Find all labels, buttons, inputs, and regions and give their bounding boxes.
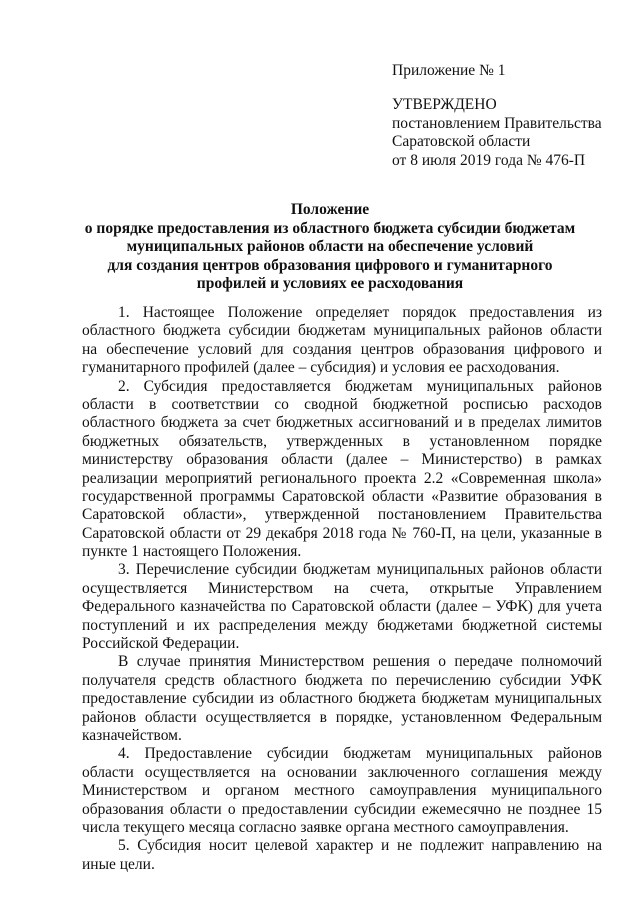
title-line-1: Положение xyxy=(290,201,370,218)
paragraph xyxy=(82,561,602,653)
paragraph-line: Саратовской области», утвержденной постановлением Правительства xyxy=(82,506,602,524)
paragraph-line: области осуществляется на основании заключенного соглашения между xyxy=(82,763,602,781)
paragraph-line: гуманитарного профилей (далее – субсидия) и условия ее расходования. xyxy=(82,359,560,377)
appendix-label: Приложение № 1 xyxy=(392,62,506,79)
paragraph xyxy=(82,304,602,378)
paragraph-line: области в соответствии со сводной бюджетной росписью расходов xyxy=(82,395,602,413)
approval-block xyxy=(392,96,602,170)
document-body xyxy=(82,304,602,874)
paragraph xyxy=(82,653,602,745)
paragraph-line: казначейством. xyxy=(82,726,182,744)
paragraph-line: 5. Субсидия носит целевой характер и не подлежит направлению на xyxy=(118,837,602,855)
paragraph-line: образования области о предоставлении субсидии ежемесячно не позднее 15 xyxy=(82,800,602,818)
paragraph-line: областного бюджета за счет бюджетных ассигнований и в пределах лимитов xyxy=(82,414,602,432)
paragraph-line: числа текущего месяца согласно заявке органа местного самоуправления. xyxy=(82,818,569,836)
approved-by-line-2: Саратовской области xyxy=(392,133,531,150)
paragraph xyxy=(82,745,602,837)
paragraph-line: государственной программы Саратовской области «Развитие образования в xyxy=(82,487,602,505)
paragraph-line: получателя средств областного бюджета по перечислению субсидии УФК xyxy=(82,671,602,689)
title-line-3: муниципальных районов области на обеспечение условий xyxy=(126,238,534,255)
paragraph xyxy=(82,378,602,562)
paragraph-line: на обеспечение условий для создания центров образования цифрового и xyxy=(82,340,602,358)
paragraph-line: поступлений и их распределения между бюджетами бюджетной системы xyxy=(82,616,602,634)
paragraph-line: Российской Федерации. xyxy=(82,635,240,653)
paragraph-line: осуществляется Министерством на счета, открытые Управлением xyxy=(82,579,602,597)
title-line-2: о порядке предоставления из областного бюджета субсидии бюджетам xyxy=(84,219,576,237)
paragraph-line: областного бюджета субсидии бюджетам муниципальных районов области xyxy=(82,322,602,340)
approved-date: от 8 июля 2019 года № 476-П xyxy=(392,151,586,169)
paragraph-line: пункте 1 настоящего Положения. xyxy=(82,543,302,561)
paragraph-line: районов области осуществляется в порядке, установленном Федеральным xyxy=(82,708,602,726)
paragraph-line: 4. Предоставление субсидии бюджетам муниципальных районов xyxy=(118,745,602,763)
title-line-5: профилей и условиях ее расходования xyxy=(196,275,464,292)
paragraph-line: В случае принятия Министерством решения о передаче полномочий xyxy=(118,653,602,671)
approved-stamp: УТВЕРЖДЕНО xyxy=(392,96,497,113)
approved-by-line-1: постановлением Правительства xyxy=(392,114,602,132)
paragraph xyxy=(82,837,602,874)
paragraph-line: 3. Перечисление субсидии бюджетам муниципальных районов области xyxy=(118,561,602,579)
paragraph-line: иные цели. xyxy=(82,855,155,873)
paragraph-line: 2. Субсидия предоставляется бюджетам муниципальных районов xyxy=(118,377,602,395)
paragraph-line: 1. Настоящее Положение определяет порядок предоставления из xyxy=(118,304,602,321)
title-line-4: для создания центров образования цифрового и гуманитарного xyxy=(107,256,553,274)
paragraph-line: министерству образования области (далее – Министерство) в рамках xyxy=(82,451,602,469)
paragraph-line: Министерством и органом местного самоуправления муниципального xyxy=(82,782,602,800)
paragraph-line: бюджетных обязательств, утвержденных в установленном порядке xyxy=(82,432,602,450)
paragraph-line: предоставление субсидии из областного бюджета бюджетам муниципальных xyxy=(82,690,602,708)
paragraph-line: Федерального казначейства по Саратовской области (далее – УФК) для учета xyxy=(82,598,602,616)
paragraph-line: Саратовской области от 29 декабря 2018 года № 760-П, на цели, указанные в xyxy=(82,524,602,542)
paragraph-line: реализации мероприятий регионального проекта 2.2 «Современная школа» xyxy=(82,469,602,487)
document-title xyxy=(60,201,600,294)
